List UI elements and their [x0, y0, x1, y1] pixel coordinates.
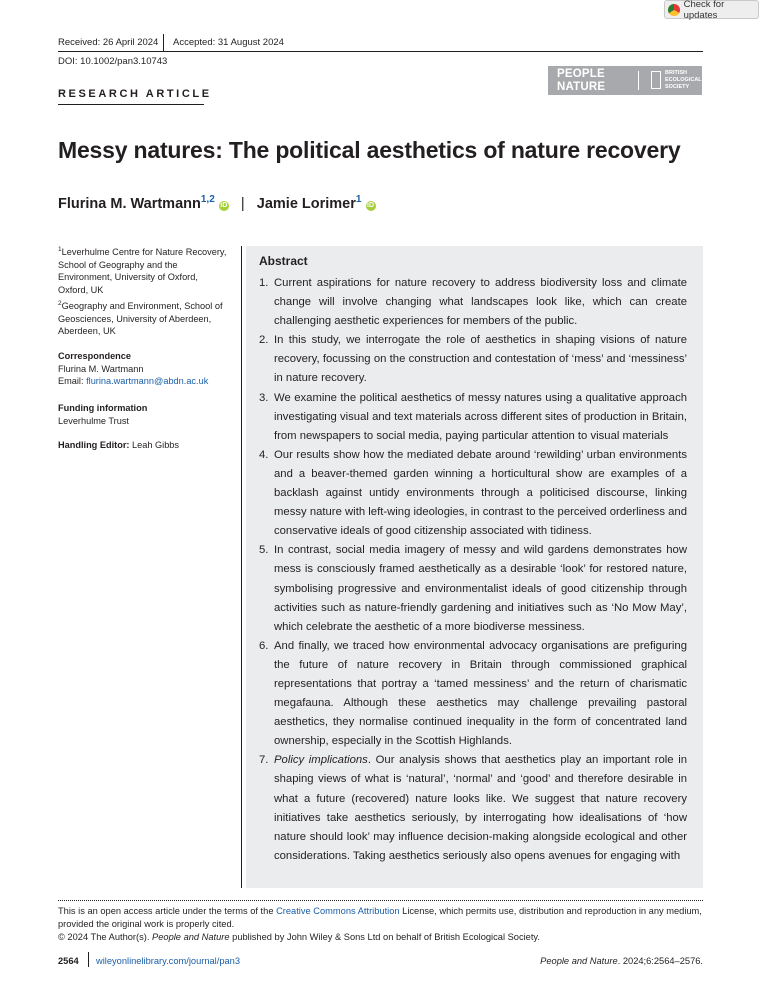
bes-icon	[651, 71, 661, 89]
author-affiliation-ref[interactable]: 1	[355, 194, 362, 205]
footnote-rule	[58, 900, 703, 901]
affiliation-1: $^1$Leverhulme Centre for Nature Recovery, School of Geography and the Environment, University of Oxford, Oxford, UK	[58, 246, 227, 295]
article-type-underline	[58, 104, 204, 105]
orcid-icon[interactable]: iD	[220, 201, 228, 209]
abstract-item: 6. And finally, we traced how environmental advocacy organisations are prefiguring the future of nature recovery in Britain through commissioned graphical representations that portray a ‘tamed messiness’ and the return of charismatic megafauna. Although these aesthetics may challenge prevailing pastoral aesthetics, they normalise continued inequality in the form of concentrated land ownership, especially in the Scottish Highlands.	[259, 639, 687, 748]
date-divider	[163, 34, 164, 51]
abstract-item: 4. Our results show how the mediated debate around ‘rewilding’ urban environments and a beaver-themed garden winning a horticultural show are examples of a backlash against untidy environments through a politicised discourse, linking messy nature with left-wing ideologies, in contrast to the perceived orderliness and conservative ideals of good citizenship associated with tidiness.	[259, 448, 687, 538]
column-divider	[241, 246, 242, 888]
policy-implications-label: Policy implications	[274, 754, 368, 767]
funding-value: Leverhulme Trust	[58, 415, 129, 426]
correspondence	[58, 350, 230, 388]
handling-editor	[58, 439, 230, 452]
accepted-date: Accepted: 31 August 2024	[173, 37, 284, 48]
check-for-updates-label: Check for updates	[683, 0, 725, 21]
author-name[interactable]: Jamie Lorimer	[256, 195, 356, 212]
correspondence-name: Flurina M. Wartmann	[58, 363, 144, 374]
email-label: Email:	[58, 376, 87, 386]
abstract-item: 2. In this study, we interrogate the role of aesthetics in shaping visions of nature recovery, focussing on the construction and contestation of ‘mess’ and ‘messiness’ in nature recovery.	[259, 334, 687, 385]
crossmark-icon	[668, 4, 680, 16]
article-title: Messy natures: The political aesthetics of nature recovery	[58, 137, 681, 163]
license-link[interactable]: Creative Commons Attribution	[276, 906, 400, 916]
citation: People and Nature. 2024;6:2564–2576.	[540, 956, 703, 966]
license-footnote: This is an open access article under the terms of the Creative Commons Attribution License, which permits use, distribution and reproduction in any medium, provided the original work is properly cited. © 2024 The Author(s). People and Nature published by John Wiley & Sons Ltd on behalf of British Ecological Society.	[58, 906, 702, 942]
header-rule	[58, 51, 703, 52]
correspondence-label: Correspondence	[58, 351, 132, 361]
bes-wordmark: BRITISH ECOLOGICAL SOCIETY	[665, 70, 702, 90]
abstract-item: 7. Policy implications. Our analysis shows that aesthetics play an important role in shaping views of what is ‘natural’, ‘normal’ and ‘good’ and therefore desirable in what a future (recovered) nature looks like. We suggest that nature recovery initiatives take aesthetics seriously, by interrogating how idealisations of ‘how nature should look’ may influence decision-making alongside ecological and other considerations. Taking aesthetics seriously also opens avenues for engaging with	[259, 754, 687, 862]
abstract-item: 5. In contrast, social media imagery of messy and wild gardens demonstrates how mess is consciously framed aesthetically as a desirable ‘look’ for restored nature, symbolising progressive and environmentalist ideals of good citizenship through activities such as nature-friendly gardening and initiatives such as ‘No Mow May’, which celebrate the aesthetic of a more biodiverse messiness.	[259, 544, 687, 633]
orcid-icon[interactable]: iD	[367, 201, 374, 209]
article-type: RESEARCH ARTICLE	[58, 88, 212, 100]
abstract-item: 3. We examine the political aesthetics of messy natures using a qualitative approach investigating visual and text materials across different sites of production in Britain, from newspapers to social media, paying particular attention to visual materials	[259, 391, 687, 442]
email-link[interactable]: flurina.wartmann@abdn.ac.uk	[86, 376, 209, 386]
footer-divider	[88, 952, 89, 967]
handling-editor-label: Handling Editor:	[58, 440, 133, 450]
funding-label: Funding information	[58, 403, 148, 413]
journal-logo	[548, 66, 702, 95]
received-date: Received: 26 April 2024	[58, 37, 159, 48]
doi: DOI: 10.1002/pan3.10743	[58, 56, 168, 67]
abstract-item: 1. Current aspirations for nature recovery to address biodiversity loss and climate change will involve changing what landscapes look like, which can create challenging aesthetic experiences for members of the public.	[259, 277, 687, 328]
journal-url-link[interactable]: wileyonlinelibrary.com/journal/pan3	[96, 956, 241, 966]
handling-editor-value: Leah Gibbs	[132, 440, 180, 450]
abstract-list	[259, 274, 687, 866]
funding-information	[58, 402, 230, 427]
author-separator: |	[240, 195, 245, 212]
people-and-nature-wordmark: PEOPLE NATURE	[557, 68, 606, 93]
author-affiliation-ref[interactable]: 1,2	[200, 194, 215, 205]
abstract-heading: Abstract	[259, 254, 308, 268]
check-for-updates-button[interactable]	[664, 0, 759, 19]
affiliation-2: $^2$Geography and Environment, School of Geosciences, University of Aberdeen, Aberdeen, UK	[58, 300, 223, 337]
page-number: 2564	[58, 956, 79, 966]
logo-divider	[638, 71, 639, 90]
author-list	[58, 194, 376, 212]
author-name[interactable]: Flurina M. Wartmann	[58, 195, 201, 212]
